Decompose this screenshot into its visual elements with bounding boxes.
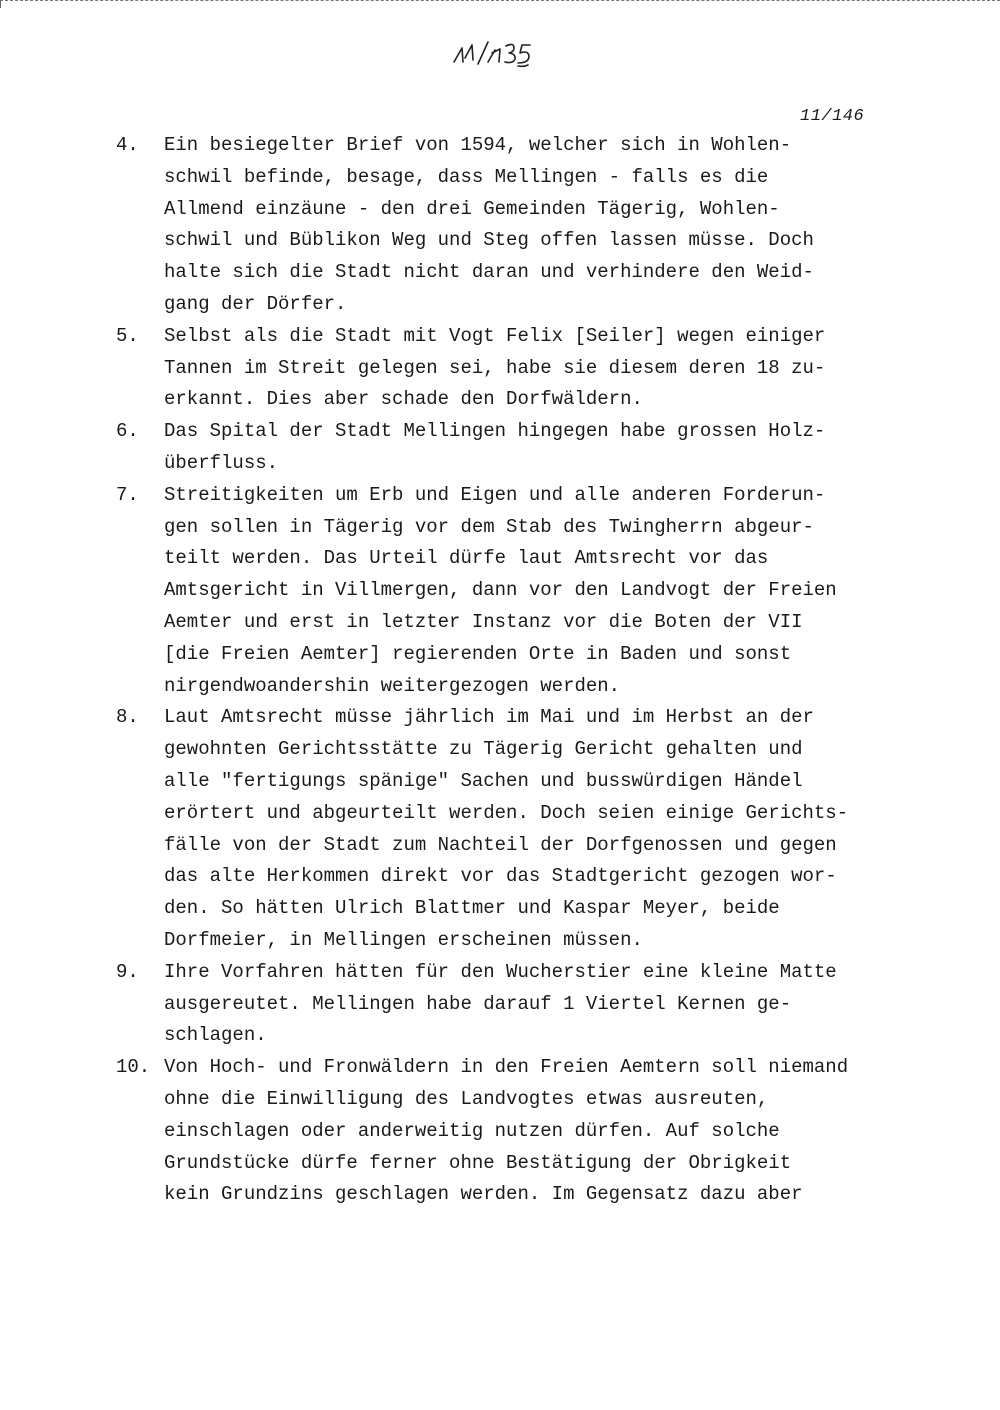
list-item (0, 957, 1000, 1052)
text-line: gewohnten Gerichtsstätte zu Tägerig Gericht gehalten und (164, 738, 803, 761)
text-line: Ein besiegelter Brief von 1594, welcher sich in Wohlen- (164, 134, 792, 156)
text-line: Amtsgericht in Villmergen, dann vor den Landvogt der Freien (164, 579, 837, 602)
item-number: 10. (116, 1056, 151, 1079)
list-item (0, 416, 1000, 480)
item-number: 7. (116, 483, 139, 506)
item-text (164, 416, 924, 480)
text-line: Grundstücke dürfe ferner ohne Bestätigung der Obrigkeit (164, 1151, 792, 1174)
text-line: Tannen im Streit gelegen sei, habe sie diesem deren 18 zu- (164, 356, 826, 379)
text-line: [die Freien Aemter] regierenden Orte in Baden und sonst (164, 642, 792, 665)
text-line: Streitigkeiten um Erb und Eigen und alle anderen Forderun- (164, 483, 826, 506)
scan-edge-left (0, 0, 1, 8)
text-line: Aemter und erst in letzter Instanz vor die Boten der VII (164, 610, 803, 633)
handwritten-archive-signature (448, 36, 568, 72)
text-line: den. So hätten Ulrich Blattmer und Kaspar Meyer, beide (164, 897, 780, 920)
text-line: erkannt. Dies aber schade den Dorfwäldern. (164, 388, 643, 411)
text-line: gen sollen in Tägerig vor dem Stab des Twingherrn abgeur- (164, 515, 814, 538)
text-line: gang der Dörfer. (164, 292, 347, 315)
item-text (164, 702, 924, 956)
text-line: ausgereutet. Mellingen habe darauf 1 Viertel Kernen ge- (164, 992, 792, 1015)
item-number: 6. (116, 420, 139, 443)
item-text (164, 130, 924, 321)
text-line: Dorfmeier, in Mellingen erscheinen müssen. (164, 928, 643, 951)
text-line: das alte Herkommen direkt vor das Stadtgericht gezogen wor- (164, 865, 837, 888)
text-line: ohne die Einwilligung des Landvogtes etwas ausreuten, (164, 1087, 769, 1110)
item-text (164, 480, 924, 703)
text-line: kein Grundzins geschlagen werden. Im Gegensatz dazu aber (164, 1183, 803, 1206)
text-line: schlagen. (164, 1024, 267, 1047)
item-text (164, 957, 924, 1052)
numbered-paragraph-list (0, 130, 1000, 1211)
text-line: Ihre Vorfahren hätten für den Wucherstier eine kleine Matte (164, 960, 837, 983)
item-text (164, 1052, 924, 1211)
list-item (0, 480, 1000, 703)
text-line: erörtert und abgeurteilt werden. Doch seien einige Gerichts- (164, 801, 849, 824)
list-item (0, 130, 1000, 321)
text-line: Das Spital der Stadt Mellingen hingegen habe grossen Holz- (164, 420, 826, 443)
text-line: Von Hoch- und Fronwäldern in den Freien Aemtern soll niemand (164, 1056, 849, 1079)
item-text (164, 321, 924, 416)
text-line: einschlagen oder anderweitig nutzen dürfen. Auf solche (164, 1119, 780, 1142)
text-line: fälle von der Stadt zum Nachteil der Dorfgenossen und gegen (164, 833, 837, 856)
text-line: Allmend einzäune - den drei Gemeinden Tägerig, Wohlen- (164, 197, 780, 220)
text-line: teilt werden. Das Urteil dürfe laut Amtsrecht vor das (164, 547, 769, 570)
scan-edge-top (0, 0, 1000, 3)
text-line: alle "fertigungs spänige" Sachen und busswürdigen Händel (164, 769, 803, 792)
text-line: nirgendwoandershin weitergezogen werden. (164, 674, 621, 697)
list-item (0, 702, 1000, 956)
text-line: Selbst als die Stadt mit Vogt Felix [Seiler] wegen einiger (164, 324, 826, 347)
text-line: halte sich die Stadt nicht daran und verhindere den Weid- (164, 261, 814, 284)
text-line: Laut Amtsrecht müsse jährlich im Mai und im Herbst an der (164, 706, 814, 729)
list-item (0, 321, 1000, 416)
page-number: 11/146 (800, 107, 865, 126)
item-number: 9. (116, 960, 139, 983)
text-line: überfluss. (164, 451, 279, 474)
item-number: 8. (116, 706, 139, 729)
handwritten-signature-drawing (448, 36, 568, 72)
text-line: schwil und Büblikon Weg und Steg offen lassen müsse. Doch (164, 229, 814, 252)
item-number: 5. (116, 324, 139, 347)
text-line: schwil befinde, besage, dass Mellingen - falls es die (164, 165, 769, 188)
item-number: 4. (116, 134, 139, 156)
list-item (0, 1052, 1000, 1211)
